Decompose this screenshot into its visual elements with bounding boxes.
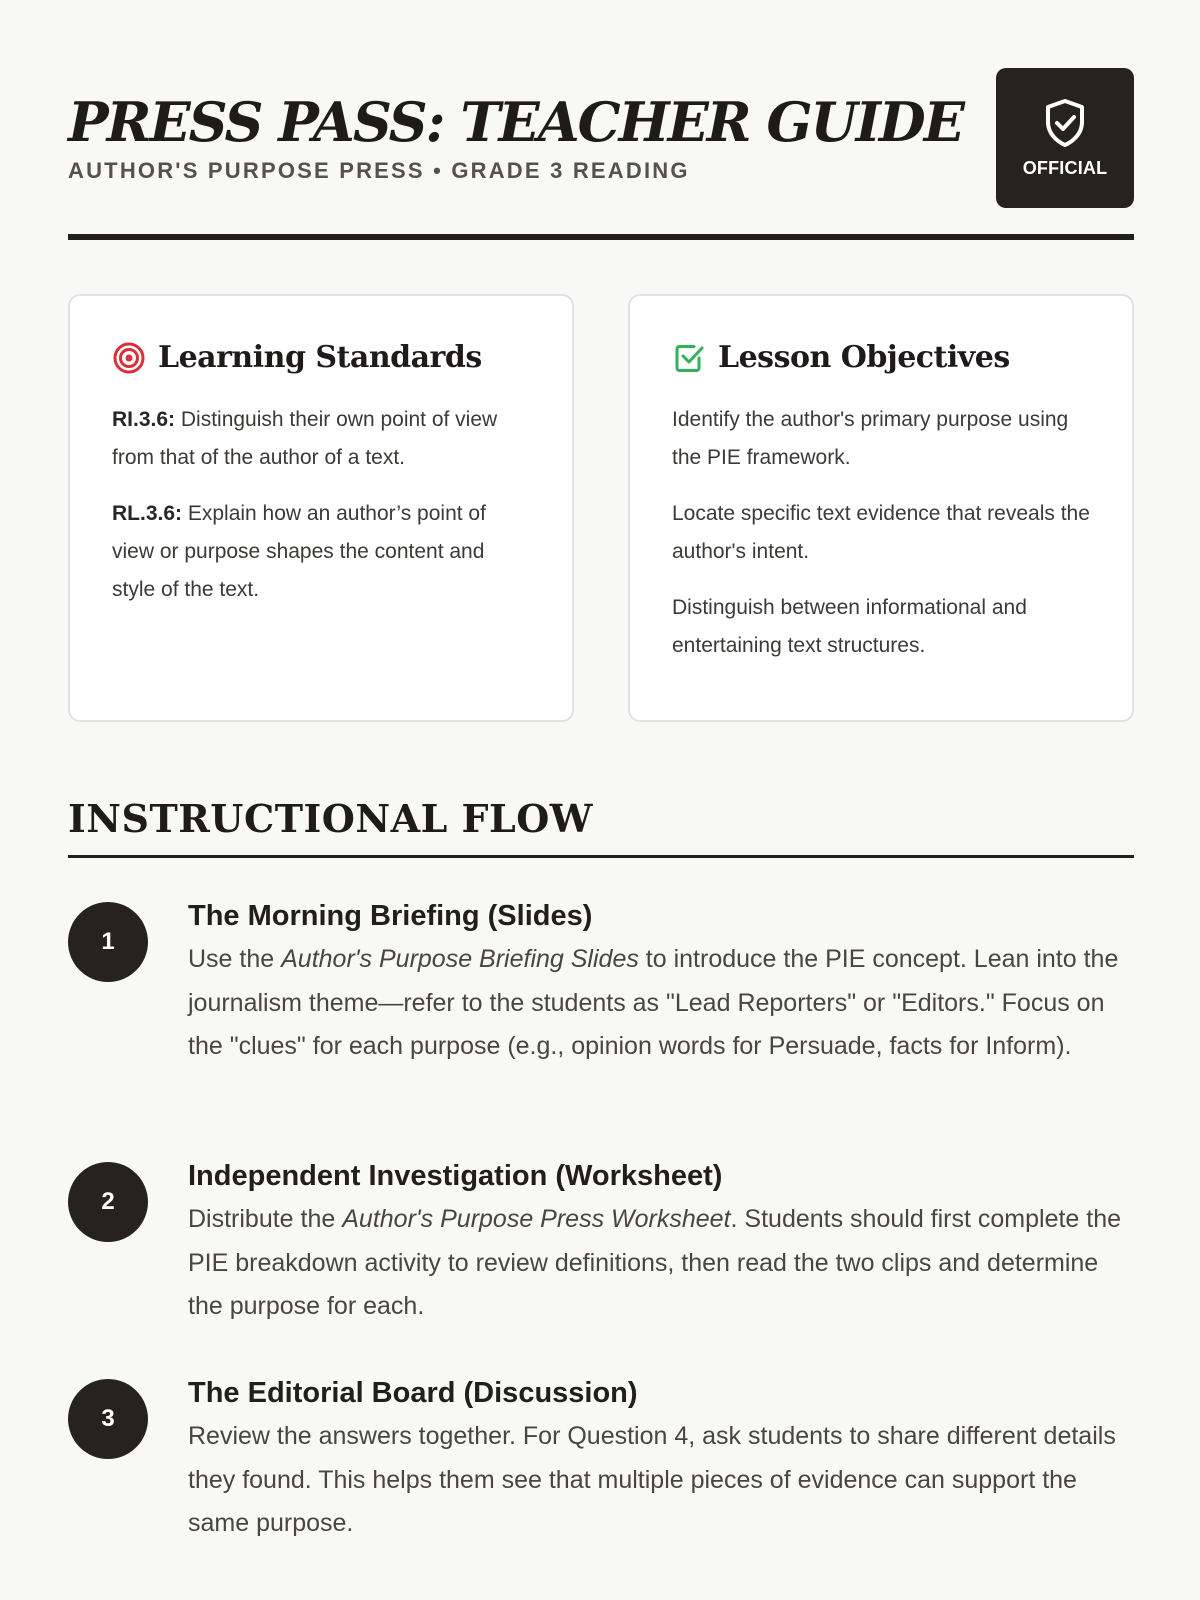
card-header (112, 340, 532, 375)
step-title: Independent Investigation (Worksheet) (188, 1160, 723, 1192)
step-description: Review the answers together. For Question 4, ask students to share different details they found. This helps them see that multiple pieces of evidence can support the same purpose. (188, 1422, 1116, 1537)
standard-item (112, 401, 532, 477)
learning-standards-card (68, 294, 574, 722)
objective-item: Distinguish between informational and entertaining text structures. (672, 596, 1027, 657)
card-title: Lesson Objectives (718, 340, 1010, 375)
document-name: Author's Purpose Briefing Slides (281, 945, 639, 973)
step-title: The Editorial Board (Discussion) (188, 1377, 638, 1409)
step-title: The Morning Briefing (Slides) (188, 900, 593, 932)
standard-item (112, 495, 532, 609)
section-divider (68, 855, 1134, 858)
step-number-badge: 2 (68, 1162, 148, 1242)
official-badge (996, 68, 1134, 208)
step-number-badge: 3 (68, 1379, 148, 1459)
target-icon (112, 341, 146, 375)
step-body (188, 1375, 1134, 1546)
shield-check-icon (1043, 98, 1087, 148)
header (68, 68, 1134, 208)
document-name: Author's Purpose Press Worksheet (342, 1205, 731, 1233)
step-description: Use the Author's Purpose Briefing Slides to introduce the PIE concept. Lean into the journalism theme—refer to the students as "Lead Reporters" or "Editors." Focus on the "clues" for each purpose (e.g., opinion words for Persuade, facts for Inform). (188, 945, 1119, 1060)
header-divider (68, 234, 1134, 240)
standard-code: RI.3.6: (112, 408, 176, 431)
step-body (188, 1158, 1134, 1329)
page-subtitle: AUTHOR'S PURPOSE PRESS • GRADE 3 READING (68, 158, 690, 183)
lesson-objectives-card (628, 294, 1134, 722)
checkbox-icon (672, 341, 706, 375)
page-title: PRESS PASS: TEACHER GUIDE (68, 90, 963, 154)
card-header (672, 340, 1092, 375)
standard-code: RL.3.6: (112, 502, 183, 525)
step-number-badge: 1 (68, 902, 148, 982)
step-description: Distribute the Author's Purpose Press Worksheet. Students should first complete the PIE breakdown activity to review definitions, then read the two clips and determine the purpose for each. (188, 1205, 1122, 1320)
objective-item: Locate specific text evidence that reveals the author's intent. (672, 502, 1090, 563)
standard-text: Distinguish their own point of view from that of the author of a text. (112, 408, 498, 469)
card-title: Learning Standards (158, 340, 482, 375)
badge-label: OFFICIAL (1022, 157, 1108, 178)
standard-text: Explain how an author’s point of view or purpose shapes the content and style of the text. (112, 502, 486, 601)
section-title: INSTRUCTIONAL FLOW (68, 796, 593, 841)
step-body (188, 898, 1134, 1069)
objective-item: Identify the author's primary purpose using the PIE framework. (672, 408, 1069, 469)
